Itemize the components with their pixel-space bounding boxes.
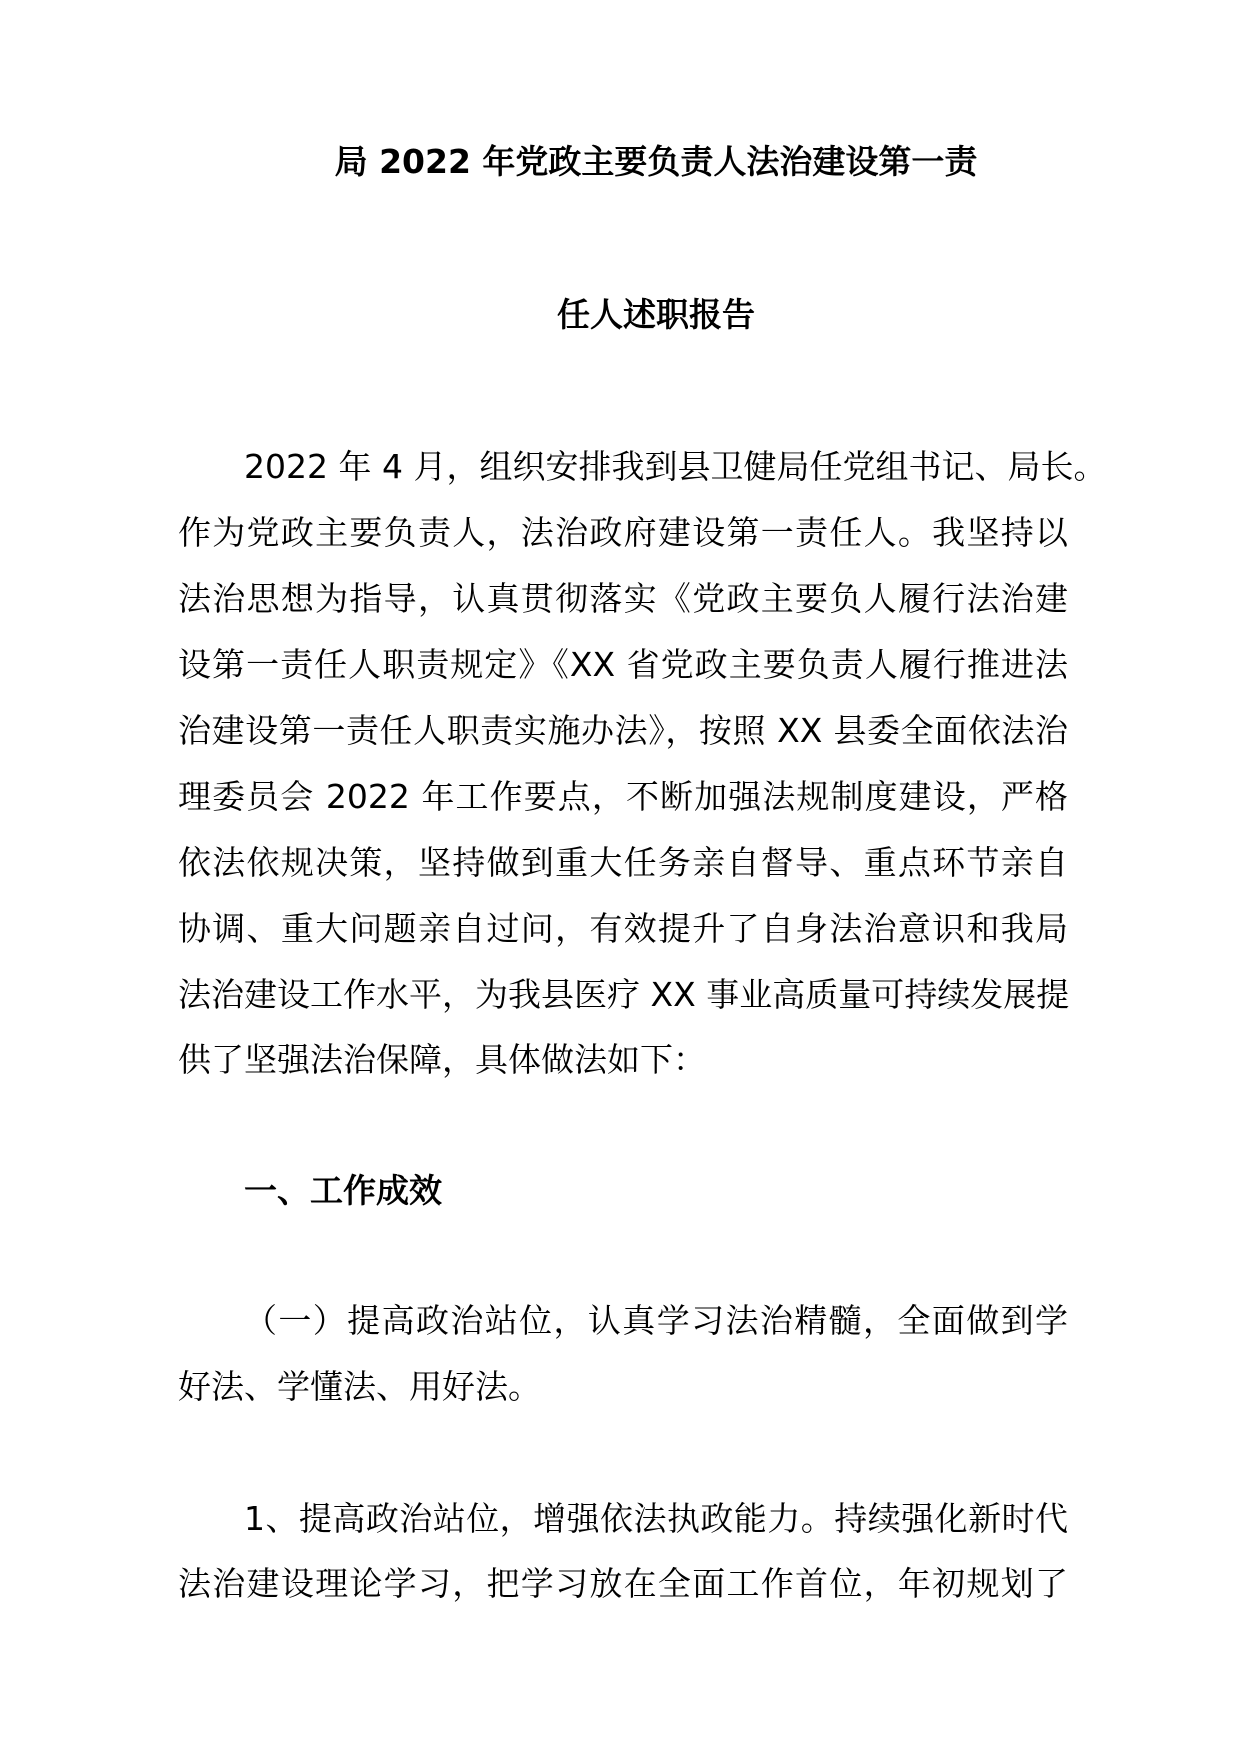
document-title-line-2: 任人述职报告 [557, 295, 755, 334]
paragraph-line: 作为党政主要负责人，法治政府建设第一责任人。我坚持以 [178, 513, 1068, 552]
section-heading: 一、工作成效 [244, 1171, 442, 1210]
paragraph-line: 理委员会 2022 年工作要点，不断加强法规制度建设，严格 [178, 777, 1068, 816]
paragraph-line: 法治建设工作水平，为我县医疗 XX 事业高质量可持续发展提 [178, 975, 1070, 1014]
paragraph-line: 好法、学懂法、用好法。 [178, 1367, 541, 1406]
paragraph-line: 法治思想为指导，认真贯彻落实《党政主要负人履行法治建 [178, 579, 1068, 618]
paragraph-line: 协调、重大问题亲自过问，有效提升了自身法治意识和我局 [178, 909, 1068, 948]
paragraph-line: 治建设第一责任人职责实施办法》，按照 XX 县委全面依法治 [178, 711, 1068, 750]
paragraph-line: 法治建设理论学习，把学习放在全面工作首位，年初规划了 [178, 1564, 1068, 1603]
paragraph-line: 供了坚强法治保障，具体做法如下： [178, 1040, 706, 1079]
document-title-line-1: 局 2022 年党政主要负责人法治建设第一责 [334, 142, 978, 181]
paragraph-line: 设第一责任人职责规定》《XX 省党政主要负责人履行推进法 [178, 645, 1068, 684]
paragraph-line: 1、提高政治站位，增强依法执政能力。持续强化新时代 [244, 1499, 1068, 1538]
paragraph-line: 2022 年 4 月，组织安排我到县卫健局任党组书记、局长。 [244, 447, 1107, 486]
paragraph-line: 依法依规决策，坚持做到重大任务亲自督导、重点环节亲自 [178, 843, 1068, 882]
paragraph-line: （一）提高政治站位，认真学习法治精髓，全面做到学 [244, 1301, 1068, 1340]
